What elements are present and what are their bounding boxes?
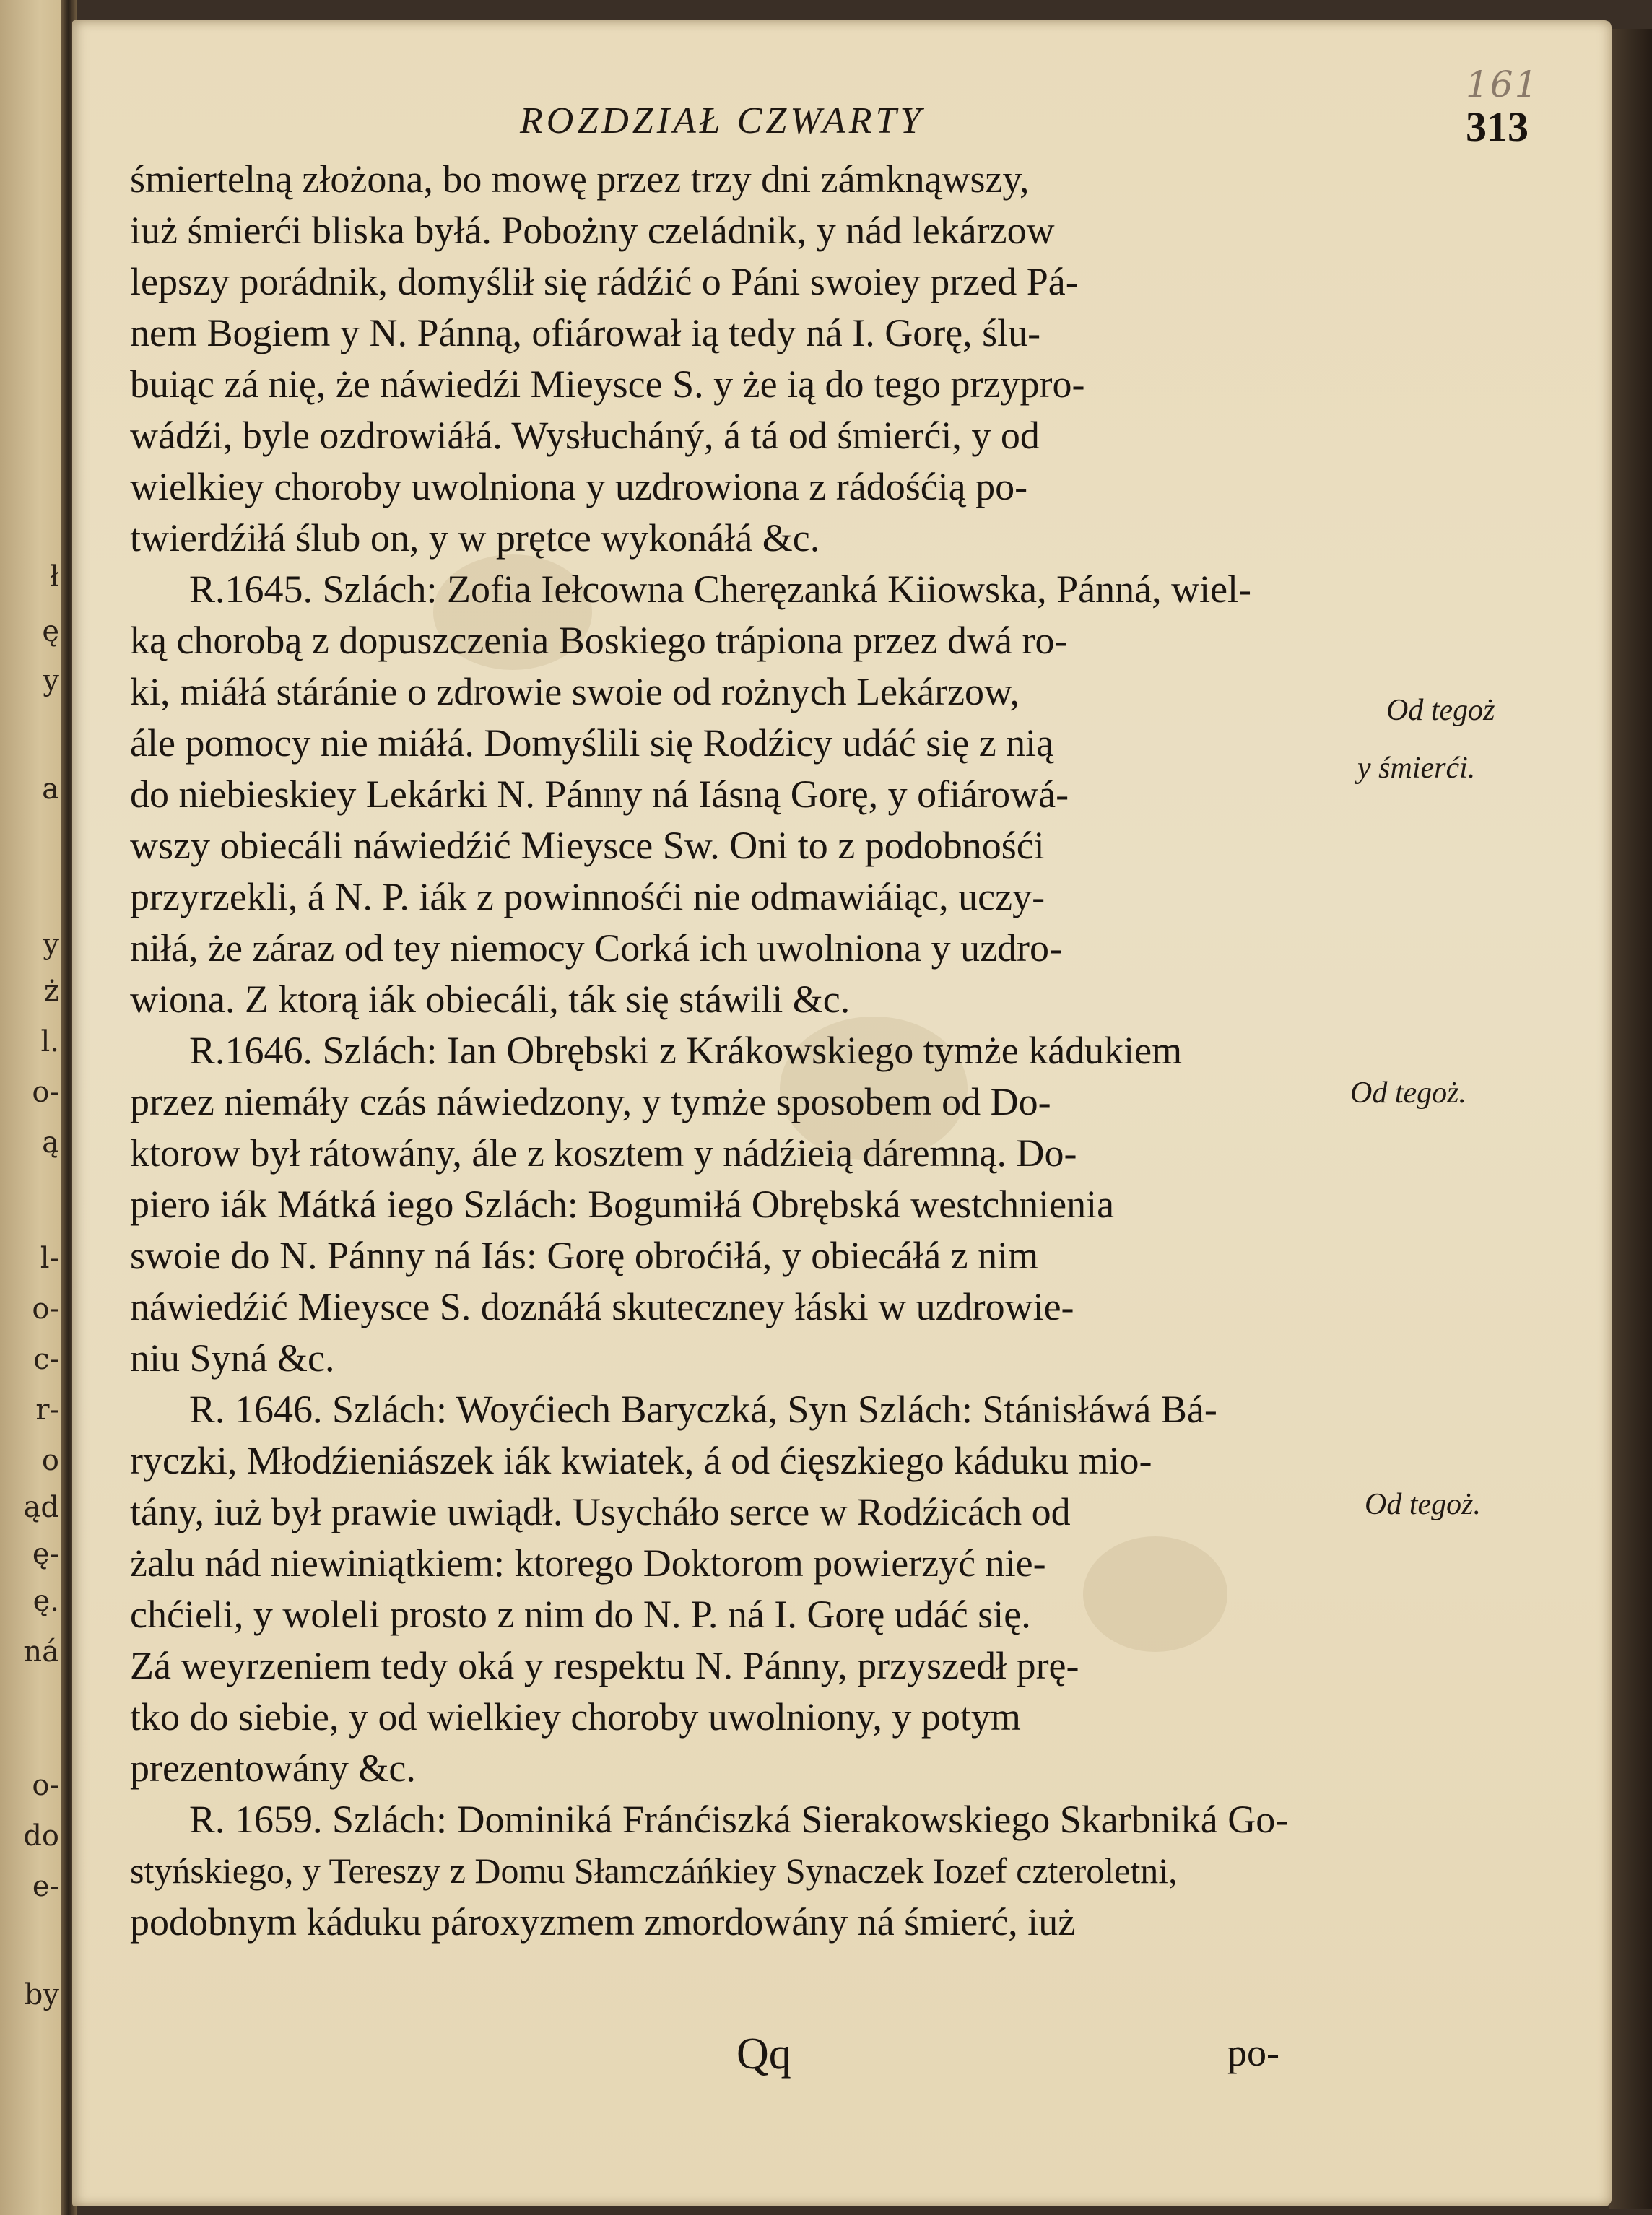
text-line: do niebieskiey Lekárki N. Pánny ná Iásną Gorę, y ofiárowá- xyxy=(130,773,1069,816)
text-line: ryczki, Młodźieniászek iák kwiatek, á od ćięszkiego káduku mio- xyxy=(130,1439,1152,1482)
folio-handwritten-number: 161 xyxy=(1466,64,1539,105)
text-line: R.1645. Szlách: Zofia Iełcowna Cheręzanká Kiiowska, Pánná, wiel- xyxy=(189,567,1252,611)
previous-page-fragment: ę xyxy=(42,615,59,648)
previous-page-fragment: o- xyxy=(32,1769,59,1802)
previous-page-fragment: c- xyxy=(33,1343,59,1376)
text-line: nem Bogiem y N. Pánną, ofiárował ią tedy ná I. Gorę, ślu- xyxy=(130,311,1041,354)
text-line: podobnym káduku pároxyzmem zmordowány ná śmierć, iuż xyxy=(130,1900,1076,1944)
previous-page-fragment: a xyxy=(42,773,59,806)
text-line: swoie do N. Pánny ná Iás: Gorę obroćiłá, y obiecáłá z nim xyxy=(130,1234,1039,1277)
text-line: ką chorobą z dopuszczenia Boskiego trápiona przez dwá ro- xyxy=(130,619,1068,662)
text-line: przez niemáły czás náwiedzony, y tymże sposobem od Do- xyxy=(130,1080,1051,1123)
signature-mark: Qq xyxy=(736,2029,791,2079)
previous-page-fragment: o xyxy=(41,1444,59,1477)
previous-page-fragment: do xyxy=(23,1819,59,1853)
text-line: wádźi, byle ozdrowiáłá. Wysłucháný, á tá od śmierći, y od xyxy=(130,414,1040,457)
margin-note: Od tegoż xyxy=(1386,694,1495,727)
text-line: niłá, że záraz od tey niemocy Corká ich uwolniona y uzdro- xyxy=(130,926,1063,970)
text-line: lepszy porádnik, domyślił się rádźić o Páni swoiey przed Pá- xyxy=(130,260,1079,303)
previous-page-fragment: y xyxy=(43,928,59,961)
text-line: śmiertelną złożona, bo mowę przez trzy dni zámknąwszy, xyxy=(130,157,1030,201)
text-line: twierdźiłá ślub on, y w prętce wykonáłá &c. xyxy=(130,516,820,560)
previous-page-fragment: l- xyxy=(40,1242,59,1275)
previous-page-fragment: r- xyxy=(35,1393,59,1427)
body-text xyxy=(130,154,1357,1948)
previous-page-fragment: o- xyxy=(32,1076,59,1109)
margin-note: Od tegoż. xyxy=(1350,1076,1466,1110)
text-line: niu Syná &c. xyxy=(130,1336,335,1380)
text-line: tány, iuż był prawie uwiądł. Usycháło serce w Rodźicách od xyxy=(130,1490,1071,1533)
previous-page-fragment: ná xyxy=(23,1635,59,1668)
previous-page-fragment: y xyxy=(43,664,59,697)
text-line: żalu nád niewiniątkiem: ktorego Doktorom powierzyć nie- xyxy=(130,1541,1046,1585)
text-line: wielkiey choroby uwolniona y uzdrowiona z rádośćią po- xyxy=(130,465,1028,508)
text-line: R. 1646. Szlách: Woyćiech Baryczká, Syn Szlách: Stánisłáwá Bá- xyxy=(189,1388,1217,1431)
previous-page-fragment: by xyxy=(24,1978,59,2011)
running-head: ROZDZIAŁ CZWARTY xyxy=(520,100,925,142)
text-line: R. 1659. Szlách: Dominiká Fránćiszká Sierakowskiego Skarbniká Go- xyxy=(189,1798,1289,1841)
previous-page-fragment: ąd xyxy=(23,1491,59,1524)
text-line: przyrzekli, á N. P. iák z powinnośći nie odmawiáiąc, uczy- xyxy=(130,875,1045,918)
text-line: wszy obiecáli náwiedźić Mieysce Sw. Oni to z podobnośći xyxy=(130,824,1045,867)
text-line: ki, miáłá stáránie o zdrowie swoie od rożnych Lekárzow, xyxy=(130,670,1020,713)
previous-page-edge xyxy=(0,0,66,2215)
margin-note: Od tegoż. xyxy=(1365,1488,1481,1521)
text-line: náwiedźić Mieysce S. doznáłá skuteczney łáski w uzdrowie- xyxy=(130,1285,1074,1328)
text-line: Zá weyrzeniem tedy oká y respektu N. Pánny, przyszedł prę- xyxy=(130,1644,1079,1687)
text-line: prezentowány &c. xyxy=(130,1746,416,1790)
previous-page-fragment: l. xyxy=(40,1025,59,1058)
text-line: wiona. Z ktorą iák obiecáli, ták się stáwili &c. xyxy=(130,978,851,1021)
previous-page-fragment: o- xyxy=(32,1292,59,1326)
text-line: buiąc zá nię, że náwiedźi Mieysce S. y że ią do tego przypro- xyxy=(130,362,1085,406)
text-line: styńskiego, y Tereszy z Domu Słamczáńkiey Synaczek Iozef czteroletni, xyxy=(130,1850,1178,1891)
catchword: po- xyxy=(1227,2031,1279,2074)
previous-page-fragment: ą xyxy=(42,1126,59,1159)
text-line: R.1646. Szlách: Ian Obrębski z Krákowskiego tymże kádukiem xyxy=(189,1029,1183,1072)
page-number: 313 xyxy=(1466,103,1529,150)
text-line: ktorow był rátowány, ále z kosztem y nádźieią dáremną. Do- xyxy=(130,1131,1077,1175)
book-edge xyxy=(1609,29,1652,2209)
margin-note: y śmierći. xyxy=(1357,752,1476,785)
previous-page-fragment: ę. xyxy=(32,1585,59,1618)
text-line: chćieli, y woleli prosto z nim do N. P. ná I. Gorę udáć się. xyxy=(130,1593,1031,1636)
previous-page-fragment: ż xyxy=(43,975,59,1008)
previous-page-fragment: e- xyxy=(32,1870,59,1903)
previous-page-fragment: ł xyxy=(50,560,59,593)
text-line: iuż śmierći bliska byłá. Pobożny czeládnik, y nád lekárzow xyxy=(130,209,1055,252)
text-line: piero iák Mátká iego Szlách: Bogumiłá Obrębská westchnienia xyxy=(130,1183,1115,1226)
text-line: ále pomocy nie miáłá. Domyślili się Rodźicy udáć się z nią xyxy=(130,721,1054,765)
previous-page-fragment: ę- xyxy=(32,1538,59,1571)
text-line: tko do siebie, y od wielkiey choroby uwolniony, y potym xyxy=(130,1695,1021,1739)
